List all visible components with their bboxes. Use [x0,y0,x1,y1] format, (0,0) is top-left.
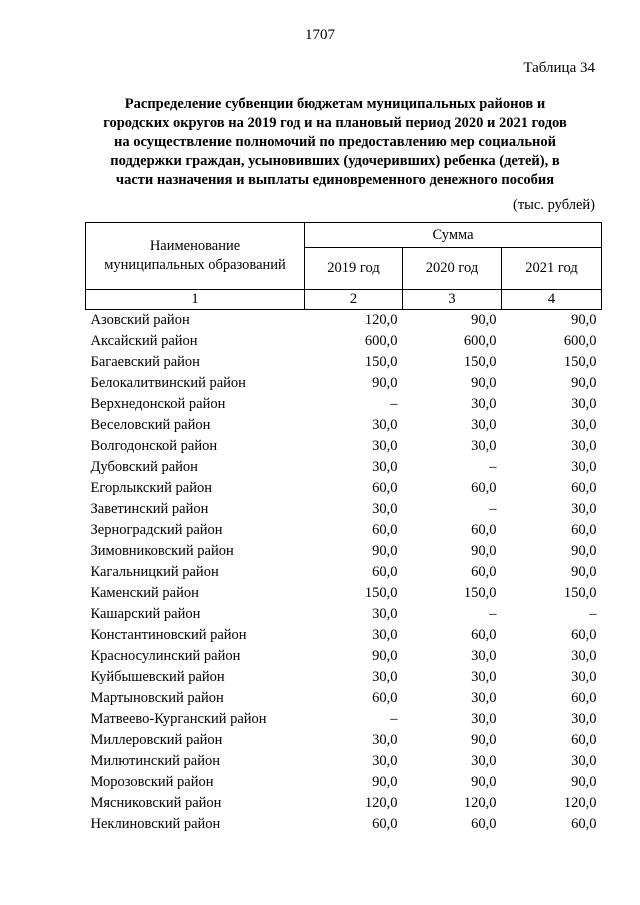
table-row [86,457,602,478]
municipality-name: Куйбышевский район [90,669,225,685]
amount-2020: 60,0 [471,480,497,496]
amount-2019: 150,0 [364,585,398,601]
amount-2021: 90,0 [571,543,597,559]
table-row [86,415,602,436]
amount-2020: – [489,501,497,517]
amount-2021: 150,0 [563,585,597,601]
amount-2019: 30,0 [372,732,398,748]
amount-2020: – [489,606,497,622]
column-number: 1 [86,290,305,310]
amount-2020: 30,0 [471,690,497,706]
table-row [86,709,602,730]
amount-2020: – [489,459,497,475]
amount-2021: 30,0 [571,396,597,412]
municipality-name: Заветинский район [90,501,209,517]
table-row [86,814,602,835]
title-line: поддержки граждан, усыновивших (удочеривших) ребенка (детей), в [110,153,560,169]
header-year-2019: 2019 год [305,248,403,290]
amount-2019: 60,0 [372,690,398,706]
amount-2021: 60,0 [571,732,597,748]
title-line: Распределение субвенции бюджетам муниципальных районов и [124,96,546,112]
amount-2020: 30,0 [471,417,497,433]
amount-2019: 30,0 [372,669,398,685]
amount-2020: 150,0 [463,354,497,370]
amount-2019: 120,0 [364,312,398,328]
title-line: на осуществление полномочий по предоставлению мер социальной [114,134,556,150]
table-row [86,436,602,457]
amount-2019: 600,0 [364,333,398,349]
amount-2019: 30,0 [372,753,398,769]
table-row [86,478,602,499]
amount-2020: 600,0 [463,333,497,349]
amount-2021: – [589,606,597,622]
column-number: 4 [502,290,602,310]
amount-2019: 150,0 [364,354,398,370]
table-label: Таблица 34 [523,60,595,76]
amount-2020: 90,0 [471,312,497,328]
municipality-name: Дубовский район [90,459,198,475]
amount-2021: 60,0 [571,690,597,706]
amount-2019: 60,0 [372,480,398,496]
amount-2021: 120,0 [563,795,597,811]
municipality-name: Каменский район [90,585,199,601]
amount-2020: 60,0 [471,627,497,643]
amount-2020: 30,0 [471,648,497,664]
municipality-name: Милютинский район [90,753,220,769]
municipality-name: Волгодонской район [90,438,218,454]
municipality-name: Кашарский район [90,606,201,622]
municipality-name: Мясниковский район [90,795,222,811]
amount-2021: 30,0 [571,459,597,475]
table-row [86,646,602,667]
municipality-name: Красносулинский район [90,648,241,664]
amount-2021: 30,0 [571,648,597,664]
table-row [86,688,602,709]
municipality-name: Зимовниковский район [90,543,234,559]
table-row [86,793,602,814]
amount-2019: 60,0 [372,816,398,832]
municipality-name: Аксайский район [90,333,198,349]
document-title [95,95,575,190]
amount-2019: 90,0 [372,648,398,664]
table-row [86,331,602,352]
table-row [86,394,602,415]
municipality-name: Кагальницкий район [90,564,219,580]
amount-2021: 60,0 [571,480,597,496]
amount-2021: 30,0 [571,501,597,517]
table-row [86,730,602,751]
table-row [86,772,602,793]
header-name-line: муниципальных образований [104,257,286,273]
title-line: городских округов на 2019 год и на плановый период 2020 и 2021 годов [103,115,567,131]
municipality-name: Белокалитвинский район [90,375,246,391]
amount-2019: 30,0 [372,606,398,622]
municipality-name: Неклиновский район [90,816,221,832]
amount-2021: 30,0 [571,711,597,727]
amount-2020: 90,0 [471,375,497,391]
amount-2019: – [390,396,398,412]
table-row [86,352,602,373]
amount-2019: 90,0 [372,375,398,391]
amount-2019: 60,0 [372,522,398,538]
amount-2021: 60,0 [571,522,597,538]
title-line: части назначения и выплаты единовременного денежного пособия [115,172,555,188]
table-row [86,751,602,772]
municipality-name: Миллеровский район [90,732,223,748]
units-label: (тыс. рублей) [513,197,595,213]
amount-2019: 60,0 [372,564,398,580]
amount-2021: 90,0 [571,375,597,391]
amount-2019: 120,0 [364,795,398,811]
header-name-line: Наименование [149,238,241,254]
column-number: 3 [403,290,502,310]
subvention-table [85,222,602,835]
table-row [86,310,602,332]
table-row [86,562,602,583]
amount-2021: 30,0 [571,669,597,685]
amount-2020: 120,0 [463,795,497,811]
amount-2021: 30,0 [571,753,597,769]
municipality-name: Азовский район [90,312,190,328]
header-year-2020: 2020 год [403,248,502,290]
amount-2021: 90,0 [571,774,597,790]
amount-2020: 30,0 [471,396,497,412]
table-row [86,499,602,520]
amount-2019: – [390,711,398,727]
table-row [86,604,602,625]
amount-2020: 60,0 [471,564,497,580]
amount-2021: 90,0 [571,312,597,328]
amount-2020: 30,0 [471,438,497,454]
amount-2021: 60,0 [571,627,597,643]
header-year-2021: 2021 год [502,248,602,290]
amount-2019: 90,0 [372,774,398,790]
amount-2021: 60,0 [571,816,597,832]
amount-2020: 30,0 [471,669,497,685]
amount-2021: 90,0 [571,564,597,580]
amount-2020: 90,0 [471,732,497,748]
amount-2019: 30,0 [372,501,398,517]
amount-2020: 60,0 [471,816,497,832]
amount-2021: 30,0 [571,417,597,433]
municipality-name: Матвеево-Курганский район [90,711,267,727]
amount-2020: 60,0 [471,522,497,538]
municipality-name: Егорлыкский район [90,480,212,496]
page-number: 1707 [305,27,335,43]
amount-2020: 90,0 [471,543,497,559]
municipality-name: Константиновский район [90,627,247,643]
table-row [86,625,602,646]
amount-2020: 30,0 [471,753,497,769]
column-number: 2 [305,290,403,310]
municipality-name: Мартыновский район [90,690,224,706]
municipality-name: Зерноградский район [90,522,223,538]
amount-2019: 90,0 [372,543,398,559]
municipality-name: Морозовский район [90,774,214,790]
header-municipality [86,223,305,290]
header-sum: Сумма [305,223,602,248]
municipality-name: Веселовский район [90,417,211,433]
table-row [86,520,602,541]
table-row [86,541,602,562]
amount-2019: 30,0 [372,627,398,643]
table-row [86,667,602,688]
amount-2021: 600,0 [563,333,597,349]
municipality-name: Верхнедонской район [90,396,226,412]
amount-2020: 30,0 [471,711,497,727]
amount-2021: 30,0 [571,438,597,454]
amount-2020: 150,0 [463,585,497,601]
amount-2019: 30,0 [372,459,398,475]
amount-2019: 30,0 [372,417,398,433]
amount-2020: 90,0 [471,774,497,790]
amount-2021: 150,0 [563,354,597,370]
table-row [86,583,602,604]
municipality-name: Багаевский район [90,354,200,370]
table-row [86,373,602,394]
amount-2019: 30,0 [372,438,398,454]
